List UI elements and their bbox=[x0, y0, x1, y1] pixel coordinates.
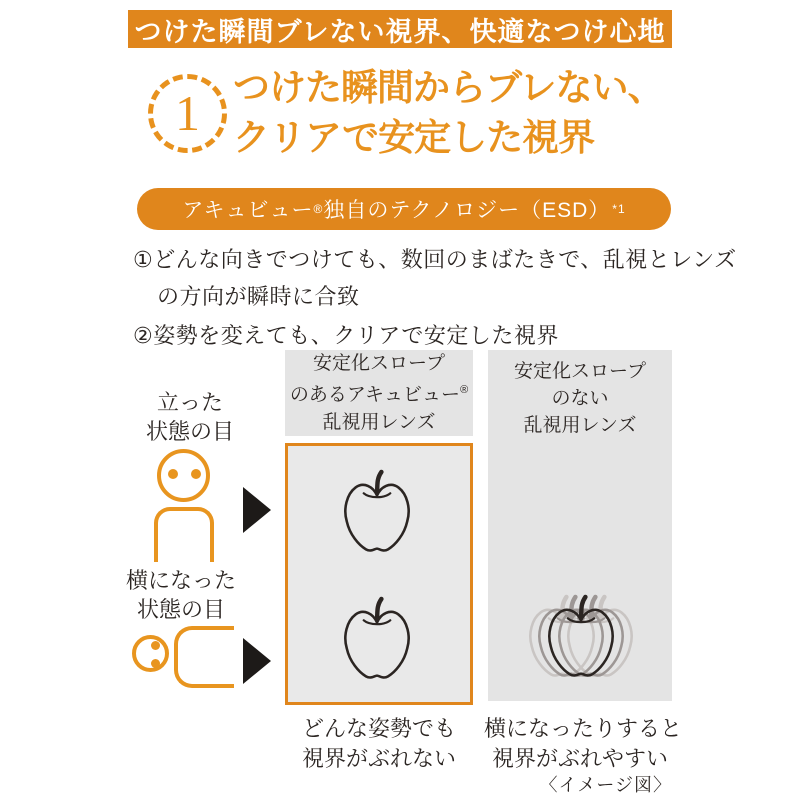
feature-number: 1 bbox=[175, 84, 200, 141]
apple-blurred-icon bbox=[525, 594, 637, 681]
person-standing-eye-right bbox=[191, 469, 201, 479]
image-note: 〈イメージ図〉 bbox=[539, 775, 672, 795]
pill-rest: 独自のテクノロジー（ESD） bbox=[323, 199, 611, 222]
feature-title-line2: クリアで安定した視界 bbox=[233, 118, 595, 159]
footnote-mark: *1 bbox=[612, 202, 626, 216]
left-column-caption: どんな姿勢でも 視界がぶれない bbox=[301, 716, 456, 771]
person-lying-head bbox=[132, 635, 169, 672]
apple-clear-icon bbox=[340, 469, 414, 556]
feature-title-line1: つけた瞬間からブレない、 bbox=[233, 68, 664, 109]
person-lying-eye-bottom bbox=[151, 659, 160, 668]
left-column-header: 安定化スロープ のあるアキュビュー® 乱視用レンズ bbox=[285, 350, 473, 436]
right-column-caption: 横になったりすると 視界がぶれやすい bbox=[484, 716, 683, 771]
person-standing-body bbox=[154, 507, 214, 562]
person-standing-eye-left bbox=[168, 469, 178, 479]
technology-pill bbox=[137, 188, 671, 230]
apple-main-outline bbox=[544, 594, 618, 681]
top-banner-text: つけた瞬間ブレない視界、快適なつけ心地 bbox=[134, 16, 666, 47]
person-lying-body bbox=[174, 626, 234, 688]
top-banner bbox=[128, 10, 672, 48]
feature-title bbox=[233, 64, 664, 164]
person-lying-eye-top bbox=[151, 641, 160, 650]
right-column-header: 安定化スロープ のない 乱視用レンズ bbox=[513, 361, 647, 436]
lying-eye-label: 横になった 状態の目 bbox=[125, 568, 236, 622]
arrow-right-icon bbox=[243, 638, 271, 684]
apple-clear-icon bbox=[340, 596, 414, 683]
benefit-points bbox=[133, 241, 737, 354]
pill-brand: アキュビュー bbox=[182, 199, 314, 222]
registered-mark: ® bbox=[313, 202, 324, 216]
registered-mark: ® bbox=[460, 384, 469, 397]
standing-eye-label: 立った 状態の目 bbox=[145, 390, 234, 444]
arrow-right-icon bbox=[243, 487, 271, 533]
point-1-line1: ①どんな向きでつけても、数回のまばたきで、乱視とレンズ bbox=[133, 247, 737, 272]
point-2: ②姿勢を変えても、クリアで安定した視界 bbox=[133, 323, 559, 348]
point-1-line2: の方向が瞬時に合致 bbox=[157, 284, 360, 309]
feature-number-badge bbox=[148, 74, 227, 153]
person-standing-head bbox=[157, 449, 210, 502]
